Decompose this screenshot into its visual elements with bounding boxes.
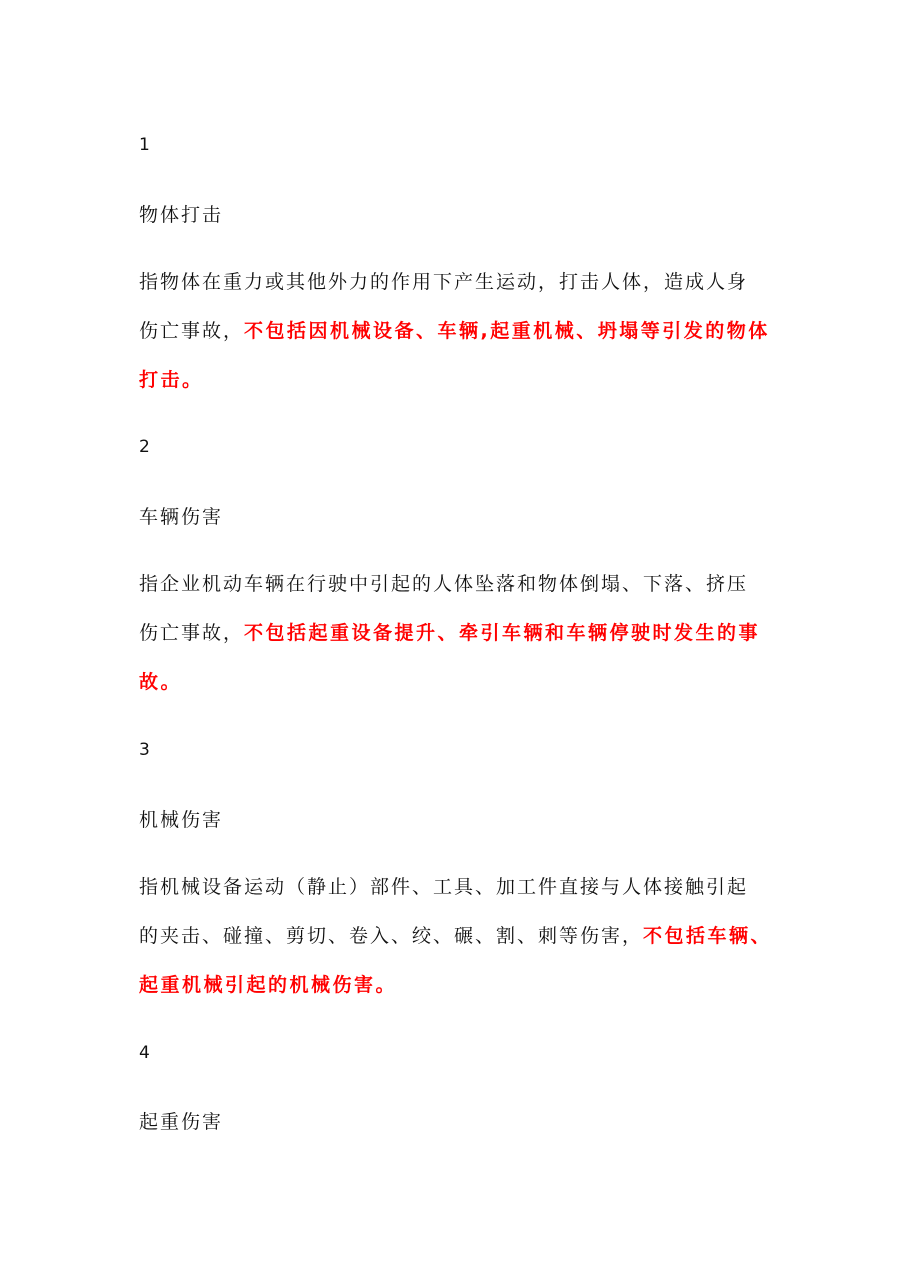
- paragraph-line: 指物体在重力或其他外力的作用下产生运动，打击人体，造成人身: [139, 271, 749, 293]
- section-title: 起重伤害: [139, 1111, 224, 1133]
- paragraph-line: 指企业机动车辆在行驶中引起的人体坠落和物体倒塌、下落、挤压: [139, 573, 749, 595]
- plain-text: 伤亡事故，: [139, 320, 245, 342]
- section-title: 机械伤害: [139, 809, 224, 831]
- section-title: 物体打击: [139, 204, 224, 226]
- plain-text: 的夹击、碰撞、剪切、卷入、绞、碾、割、刺等伤害，: [139, 925, 644, 947]
- paragraph-line: [139, 923, 772, 949]
- section-number: 4: [139, 1043, 150, 1063]
- paragraph-line: [139, 669, 182, 695]
- section-number: 3: [139, 740, 150, 760]
- paragraph-line: [139, 972, 397, 998]
- emphasis-text: 故。: [139, 671, 183, 693]
- plain-text: 伤亡事故，: [139, 622, 245, 644]
- section-number: 1: [139, 135, 150, 155]
- emphasis-text: 起重机械引起的机械伤害。: [139, 974, 398, 996]
- paragraph-line: [139, 367, 204, 393]
- paragraph-line: [139, 318, 770, 344]
- section-title: 车辆伤害: [139, 506, 224, 528]
- paragraph-line: 指机械设备运动（静止）部件、工具、加工件直接与人体接触引起: [139, 876, 749, 898]
- section-number: 2: [139, 437, 150, 457]
- emphasis-text: 不包括起重设备提升、牵引车辆和车辆停驶时发生的事: [244, 622, 761, 644]
- emphasis-text: 打击。: [139, 369, 204, 391]
- paragraph-line: [139, 620, 760, 646]
- emphasis-text: 不包括因机械设备、车辆,起重机械、坍塌等引发的物体: [244, 320, 770, 342]
- emphasis-text: 不包括车辆、: [643, 925, 773, 947]
